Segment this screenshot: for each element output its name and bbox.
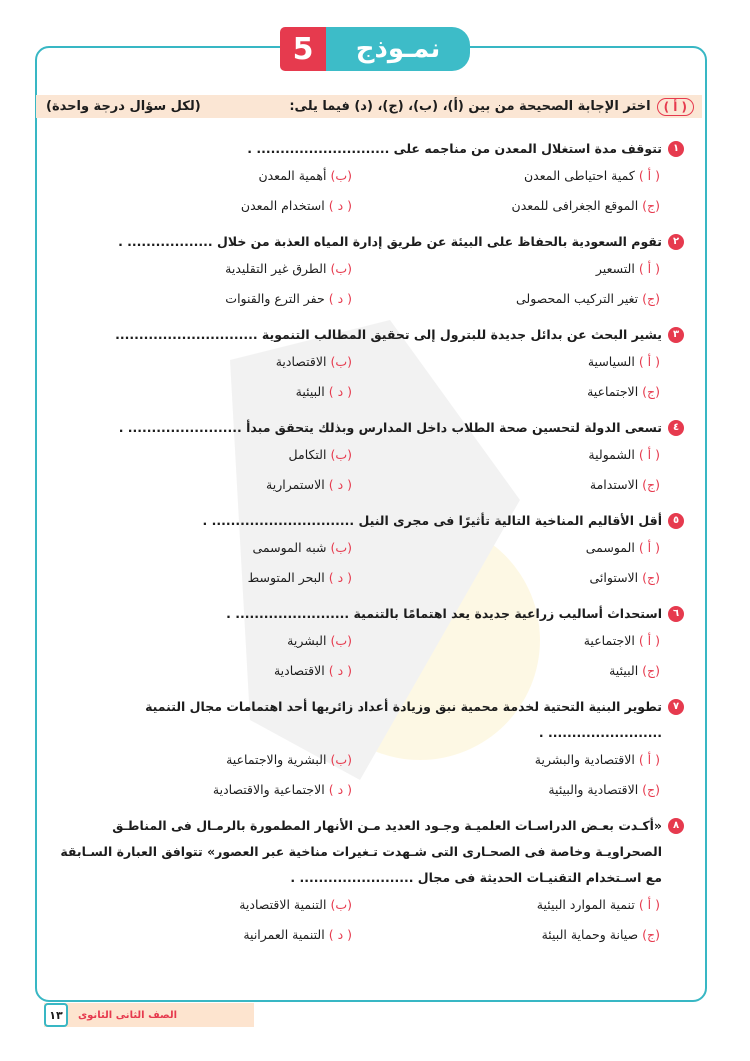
question-stem	[44, 508, 684, 534]
question-stem	[44, 813, 684, 891]
answer-options	[44, 168, 684, 213]
option-label: (ب)	[330, 752, 352, 767]
answer-option[interactable]	[352, 897, 660, 912]
option-text: البشرية والاجتماعية	[226, 752, 327, 767]
option-label: ( أ )	[638, 540, 660, 555]
question-7	[44, 694, 684, 797]
answer-option[interactable]	[352, 198, 660, 213]
option-label: ( د )	[328, 570, 352, 585]
question-text: تقوم السعودية بالحفاظ على البيئة عن طريق إدارة المياه العذبة من خلال .................. .	[118, 234, 662, 249]
answer-option[interactable]	[44, 752, 352, 767]
instruction-main	[289, 98, 694, 116]
question-text: تطوير البنية التحتية لخدمة محمية نبق وزيادة أعداد زائريها أحد اهتمامات مجال التنمية ........................ .	[145, 699, 662, 740]
question-1	[44, 136, 684, 213]
page-number: ١٣	[44, 1003, 68, 1027]
grade-label: الصف الثانى الثانوى	[78, 1009, 178, 1021]
option-label: (ج)	[642, 663, 660, 678]
answer-options	[44, 540, 684, 585]
question-text: تتوقف مدة استغلال المعدن من مناجمه على ............................ .	[247, 141, 662, 156]
option-label: ( أ )	[638, 633, 660, 648]
option-label: (ج)	[642, 291, 660, 306]
questions-list	[44, 120, 684, 942]
option-label: (ج)	[642, 384, 660, 399]
option-text: الشمولية	[588, 447, 635, 462]
option-label: (ج)	[642, 927, 660, 942]
option-label: (ج)	[642, 198, 660, 213]
answer-option[interactable]	[44, 477, 352, 492]
option-text: البيئية	[609, 663, 639, 678]
option-text: الاقتصادية والبشرية	[534, 752, 635, 767]
question-stem	[44, 694, 684, 746]
option-text: الموسمى	[585, 540, 635, 555]
score-note: (لكل سؤال درجة واحدة)	[46, 99, 201, 114]
option-label: ( أ )	[638, 261, 660, 276]
option-text: الاستدامة	[589, 477, 639, 492]
option-label: ( د )	[328, 477, 352, 492]
answer-option[interactable]	[352, 168, 660, 183]
answer-option[interactable]	[352, 633, 660, 648]
question-stem	[44, 322, 684, 348]
option-text: التنمية العمرانية	[243, 927, 325, 942]
question-8	[44, 813, 684, 942]
option-label: (ب)	[330, 354, 352, 369]
option-text: شبه الموسمى	[252, 540, 327, 555]
section-tag: ( أ )	[657, 98, 694, 116]
answer-option[interactable]	[44, 633, 352, 648]
answer-option[interactable]	[352, 663, 660, 678]
option-label: (ب)	[330, 540, 352, 555]
option-label: (ب)	[330, 261, 352, 276]
question-number-badge: ٤	[668, 420, 684, 436]
answer-options	[44, 752, 684, 797]
option-text: الاستمرارية	[266, 477, 325, 492]
option-label: (ب)	[330, 633, 352, 648]
answer-option[interactable]	[44, 384, 352, 399]
answer-options	[44, 897, 684, 942]
answer-option[interactable]	[44, 198, 352, 213]
answer-option[interactable]	[44, 663, 352, 678]
question-number-badge: ٧	[668, 699, 684, 715]
answer-option[interactable]	[352, 570, 660, 585]
answer-option[interactable]	[352, 540, 660, 555]
option-label: ( أ )	[638, 168, 660, 183]
answer-option[interactable]	[44, 927, 352, 942]
option-text: التسعير	[595, 261, 635, 276]
option-text: البحر المتوسط	[247, 570, 325, 585]
option-text: صيانة وحماية البيئة	[541, 927, 639, 942]
answer-option[interactable]	[44, 447, 352, 462]
option-text: استخدام المعدن	[240, 198, 325, 213]
model-badge	[280, 27, 470, 73]
model-title: نمـوذج	[326, 27, 470, 71]
option-label: ( د )	[328, 782, 352, 797]
answer-options	[44, 354, 684, 399]
option-label: (ب)	[330, 168, 352, 183]
answer-option[interactable]	[44, 291, 352, 306]
question-text: أقل الأقاليم المناخية التالية تأثيرًا فى مجرى النيل .............................. .	[202, 513, 662, 528]
option-text: الاجتماعية	[583, 633, 635, 648]
answer-option[interactable]	[352, 752, 660, 767]
option-label: ( أ )	[638, 897, 660, 912]
option-label: ( د )	[328, 384, 352, 399]
answer-option[interactable]	[352, 447, 660, 462]
question-text: استحداث أساليب زراعية جديدة يعد اهتمامًا بالتنمية ........................ .	[226, 606, 662, 621]
option-label: ( د )	[328, 927, 352, 942]
option-label: (ج)	[642, 477, 660, 492]
answer-option[interactable]	[352, 354, 660, 369]
option-text: حفر الترع والقنوات	[225, 291, 325, 306]
option-label: (ب)	[330, 897, 352, 912]
option-text: البشرية	[287, 633, 327, 648]
question-stem	[44, 229, 684, 255]
option-text: التنمية الاقتصادية	[239, 897, 327, 912]
question-text: تسعى الدولة لتحسين صحة الطلاب داخل المدارس وبذلك يتحقق مبدأ ........................ .	[118, 420, 662, 435]
question-number-badge: ٥	[668, 513, 684, 529]
option-label: ( د )	[328, 198, 352, 213]
answer-options	[44, 633, 684, 678]
question-number-badge: ٨	[668, 818, 684, 834]
question-2	[44, 229, 684, 306]
answer-options	[44, 261, 684, 306]
option-text: تغير التركيب المحصولى	[515, 291, 639, 306]
option-text: الاقتصادية والبيئية	[548, 782, 639, 797]
question-number-badge: ٣	[668, 327, 684, 343]
instruction-bar	[36, 95, 702, 118]
question-3	[44, 322, 684, 399]
option-text: كمية احتياطى المعدن	[524, 168, 635, 183]
answer-option[interactable]	[352, 927, 660, 942]
option-text: البيئية	[295, 384, 325, 399]
option-text: تنمية الموارد البيئية	[536, 897, 635, 912]
option-label: ( د )	[328, 291, 352, 306]
option-text: الاقتصادية	[273, 663, 325, 678]
page-footer	[44, 1003, 254, 1027]
question-stem	[44, 136, 684, 162]
answer-option[interactable]	[44, 782, 352, 797]
option-label: ( د )	[328, 663, 352, 678]
option-text: الاجتماعية والاقتصادية	[212, 782, 325, 797]
answer-option[interactable]	[352, 291, 660, 306]
answer-option[interactable]	[44, 897, 352, 912]
answer-option[interactable]	[352, 782, 660, 797]
question-number-badge: ٦	[668, 606, 684, 622]
question-text: يشير البحث عن بدائل جديدة للبترول إلى تحقيق المطالب التنموية ..............................	[115, 327, 662, 342]
answer-option[interactable]	[44, 570, 352, 585]
question-5	[44, 508, 684, 585]
answer-option[interactable]	[352, 477, 660, 492]
option-text: الاجتماعية	[587, 384, 639, 399]
question-number-badge: ٢	[668, 234, 684, 250]
answer-options	[44, 447, 684, 492]
option-label: ( أ )	[638, 354, 660, 369]
answer-option[interactable]	[352, 261, 660, 276]
option-label: (ب)	[330, 447, 352, 462]
option-text: أهمية المعدن	[258, 168, 327, 183]
model-number: 5	[280, 27, 326, 71]
instruction-text: اختر الإجابة الصحيحة من بين (أ)، (ب)، (ج)، (د) فيما يلى:	[289, 99, 651, 114]
answer-option[interactable]	[44, 354, 352, 369]
option-text: السياسية	[587, 354, 635, 369]
option-text: الطرق غير التقليدية	[225, 261, 327, 276]
answer-option[interactable]	[44, 540, 352, 555]
option-text: الموقع الجغرافى للمعدن	[511, 198, 639, 213]
question-stem	[44, 415, 684, 441]
option-label: (ج)	[642, 782, 660, 797]
question-6	[44, 601, 684, 678]
option-label: ( أ )	[638, 752, 660, 767]
answer-option[interactable]	[352, 384, 660, 399]
option-label: (ج)	[642, 570, 660, 585]
option-label: ( أ )	[638, 447, 660, 462]
question-4	[44, 415, 684, 492]
answer-option[interactable]	[44, 168, 352, 183]
option-text: الاستوائى	[589, 570, 639, 585]
question-text: «أكـدت بعـض الدراسـات العلميـة وجـود العديد مـن الأنهار المطمورة بالرمـال فى المناطـق الصحراويـة وخاصة فى الصحـارى التى شـهدت تـغيرات مناخية عبر العصور» تتوافق العبارة السـابقة مع اسـتخدام التقنيـات الحديثة فى مجال ........................ .	[60, 818, 662, 885]
option-text: التكامل	[288, 447, 327, 462]
question-number-badge: ١	[668, 141, 684, 157]
question-stem	[44, 601, 684, 627]
option-text: الاقتصادية	[275, 354, 327, 369]
answer-option[interactable]	[44, 261, 352, 276]
